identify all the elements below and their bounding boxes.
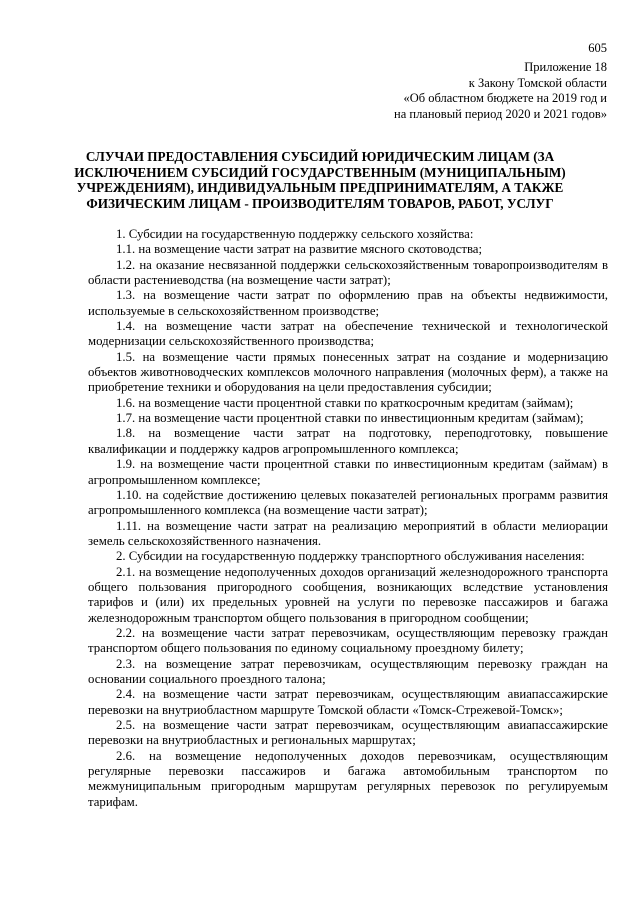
item-1-10: 1.10. на содействие достижению целевых показателей региональных программ развития агропромышленного комплекса (на возмещение части затрат);	[88, 487, 608, 518]
item-1-4: 1.4. на возмещение части затрат на обеспечение технической и технологической модернизации сельскохозяйственного производства;	[88, 319, 608, 349]
item-1-5: 1.5. на возмещение части прямых понесенных затрат на создание и модернизацию объектов животноводческих комплексов молочного направления (молочных ферм), а также на приобретение техники и оборудования на цели предоставления субсидии;	[88, 349, 608, 395]
item-1-2: 1.2. на оказание несвязанной поддержки сельскохозяйственным товаропроизводителям в области растениеводства (на возмещение части затрат);	[88, 257, 608, 288]
item-1-1: 1.1. на возмещение части затрат на развитие мясного скотоводства;	[116, 242, 483, 257]
document-body	[88, 227, 608, 810]
title-line: ИСКЛЮЧЕНИЕМ СУБСИДИЙ ГОСУДАРСТВЕННЫМ (МУНИЦИПАЛЬНЫМ)	[74, 164, 566, 180]
appendix-line: Приложение 18	[524, 60, 607, 74]
item-2-4: 2.4. на возмещение части затрат перевозчикам, осуществляющим авиапассажирские перевозки на внутриобластном маршруте Томской области «Томск-Стрежевой-Томск»;	[88, 687, 608, 717]
appendix-line: «Об областном бюджете на 2019 год и	[403, 91, 607, 105]
title-line: УЧРЕЖДЕНИЯМ), ИНДИВИДУАЛЬНЫМ ПРЕДПРИНИМАТЕЛЯМ, А ТАКЖЕ	[76, 180, 564, 195]
item-2-6: 2.6. на возмещение недополученных доходов перевозчикам, осуществляющим регулярные перевозки пассажиров и багажа автомобильным транспортом по межмуниципальным пригородным маршрутам регулярных перевозок по регулируемым тарифам.	[88, 748, 608, 809]
item-1-3: 1.3. на возмещение части затрат по оформлению прав на объекты недвижимости, используемые в сельскохозяйственном производстве;	[88, 288, 608, 318]
item-1-11: 1.11. на возмещение части затрат на реализацию мероприятий в области мелиорации земель сельскохозяйственного назначения.	[88, 518, 608, 548]
appendix-reference	[307, 60, 607, 122]
page-number: 605	[588, 41, 607, 55]
section-1-heading: 1. Субсидии на государственную поддержку сельского хозяйства:	[116, 227, 474, 241]
item-1-8: 1.8. на возмещение части затрат на подготовку, переподготовку, повышение квалификации и поддержку кадров агропромышленного комплекса;	[88, 426, 608, 456]
appendix-line: на плановый период 2020 и 2021 годов»	[394, 106, 607, 121]
title-line: СЛУЧАИ ПРЕДОСТАВЛЕНИЯ СУБСИДИЙ ЮРИДИЧЕСКИМ ЛИЦАМ (ЗА	[85, 149, 555, 164]
title-line: ФИЗИЧЕСКИМ ЛИЦАМ - ПРОИЗВОДИТЕЛЯМ ТОВАРОВ, РАБОТ, УСЛУГ	[86, 195, 554, 211]
item-1-7: 1.7. на возмещение части процентной ставки по инвестиционным кредитам (займам);	[116, 411, 584, 426]
document-title	[70, 149, 570, 211]
item-2-2: 2.2. на возмещение части затрат перевозчикам, осуществляющим перевозку граждан транспортом общего пользования по единому социальному проездному билету;	[88, 625, 608, 656]
section-2-heading: 2. Субсидии на государственную поддержку транспортного обслуживания населения:	[116, 549, 585, 564]
appendix-line: к Закону Томской области	[468, 75, 607, 90]
item-2-5: 2.5. на возмещение части затрат перевозчикам, осуществляющим авиапассажирские перевозки на внутриобластных и региональных маршрутах;	[88, 718, 608, 748]
item-2-3: 2.3. на возмещение затрат перевозчикам, осуществляющим перевозку граждан на основании социального проездного талона;	[88, 656, 608, 686]
item-1-9: 1.9. на возмещение части процентной ставки по инвестиционным кредитам (займам) в агропромышленном комплексе;	[88, 457, 608, 487]
item-2-1: 2.1. на возмещение недополученных доходов организаций железнодорожного транспорта общего пользования пригородного сообщения, возникающих вследствие установления тарифов и (или) их предельных уровней на услуги по перевозке пассажиров и багажа железнодорожным транспортом общего пользования в пригородном сообщении;	[88, 564, 608, 625]
item-1-6: 1.6. на возмещение части процентной ставки по краткосрочным кредитам (займам);	[116, 395, 574, 410]
